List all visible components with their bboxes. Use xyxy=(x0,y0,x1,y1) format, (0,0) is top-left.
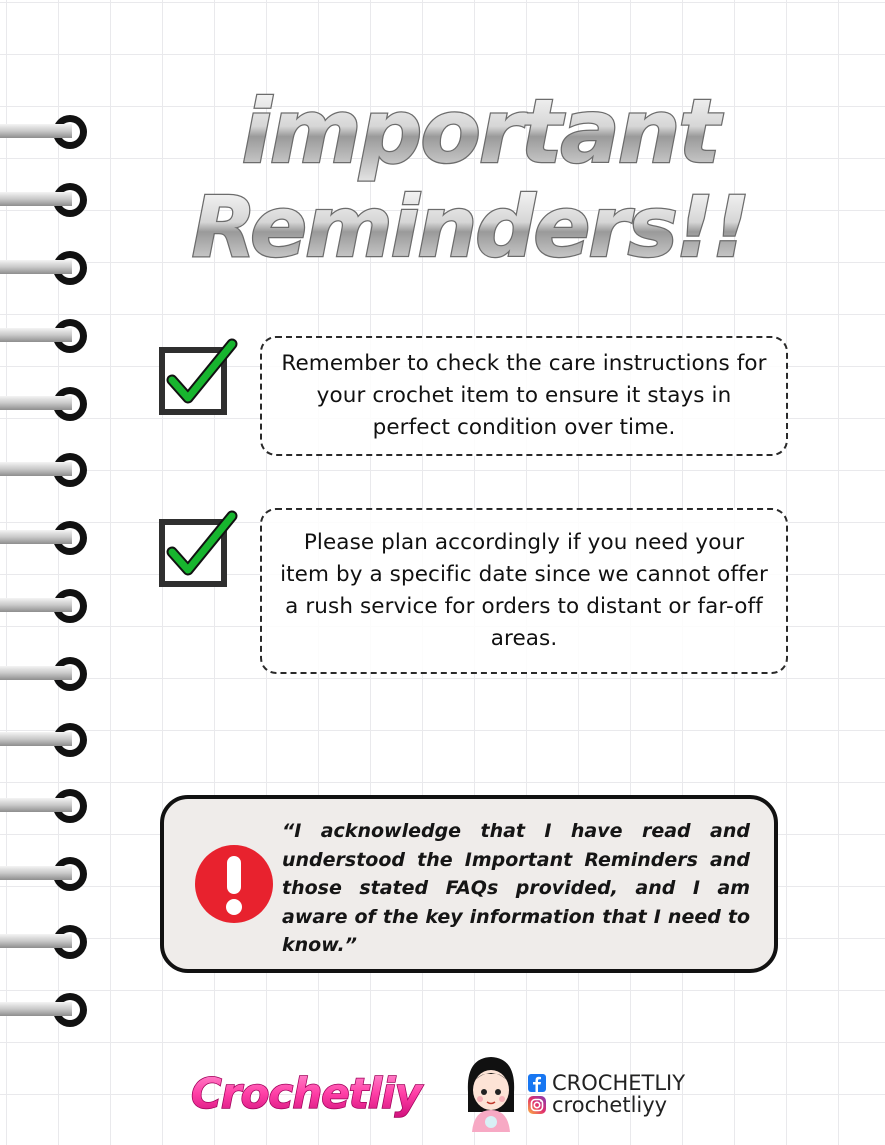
checkbox-checked-icon xyxy=(158,338,240,420)
spiral-ring xyxy=(0,516,92,560)
spiral-ring xyxy=(0,652,92,696)
reminder-text: Remember to check the care instructions for your crochet item to ensure it stays in perfect condition over time. xyxy=(260,336,788,456)
facebook-icon xyxy=(528,1074,546,1092)
spiral-ring xyxy=(0,314,92,358)
facebook-handle[interactable] xyxy=(528,1071,685,1095)
spiral-ring xyxy=(0,448,92,492)
instagram-handle[interactable] xyxy=(528,1093,667,1117)
spiral-ring xyxy=(0,852,92,896)
spiral-ring xyxy=(0,718,92,762)
spiral-ring xyxy=(0,110,92,154)
title-line-2: Reminders!! xyxy=(191,178,749,276)
reminder-item xyxy=(158,336,788,458)
facebook-name: CROCHETLIY xyxy=(552,1071,686,1095)
checkbox-checked-icon xyxy=(158,510,240,592)
spiral-ring xyxy=(0,784,92,828)
title-line-1: important xyxy=(241,80,719,183)
avatar xyxy=(460,1052,522,1132)
page-title xyxy=(150,70,810,280)
spiral-ring xyxy=(0,178,92,222)
spiral-ring xyxy=(0,246,92,290)
reminder-text: Please plan accordingly if you need your item by a specific date since we cannot offer a rush service for orders to distant or far-off areas. xyxy=(260,508,788,674)
instagram-icon xyxy=(528,1096,546,1114)
brand-logo xyxy=(180,1060,440,1126)
spiral-ring xyxy=(0,382,92,426)
spiral-ring xyxy=(0,584,92,628)
acknowledgement-box xyxy=(160,795,778,973)
exclamation-icon xyxy=(194,844,274,924)
brand-name: Crochetliy xyxy=(191,1069,421,1118)
spiral-ring xyxy=(0,988,92,1032)
spiral-ring xyxy=(0,920,92,964)
acknowledgement-text: “I acknowledge that I have read and understood the Important Reminders and those stated FAQs provided, and I am aware of the key information that I need to know.” xyxy=(282,820,750,956)
reminder-item xyxy=(158,508,788,674)
spiral-binding xyxy=(0,0,110,1145)
instagram-name: crochetliyy xyxy=(552,1093,668,1117)
